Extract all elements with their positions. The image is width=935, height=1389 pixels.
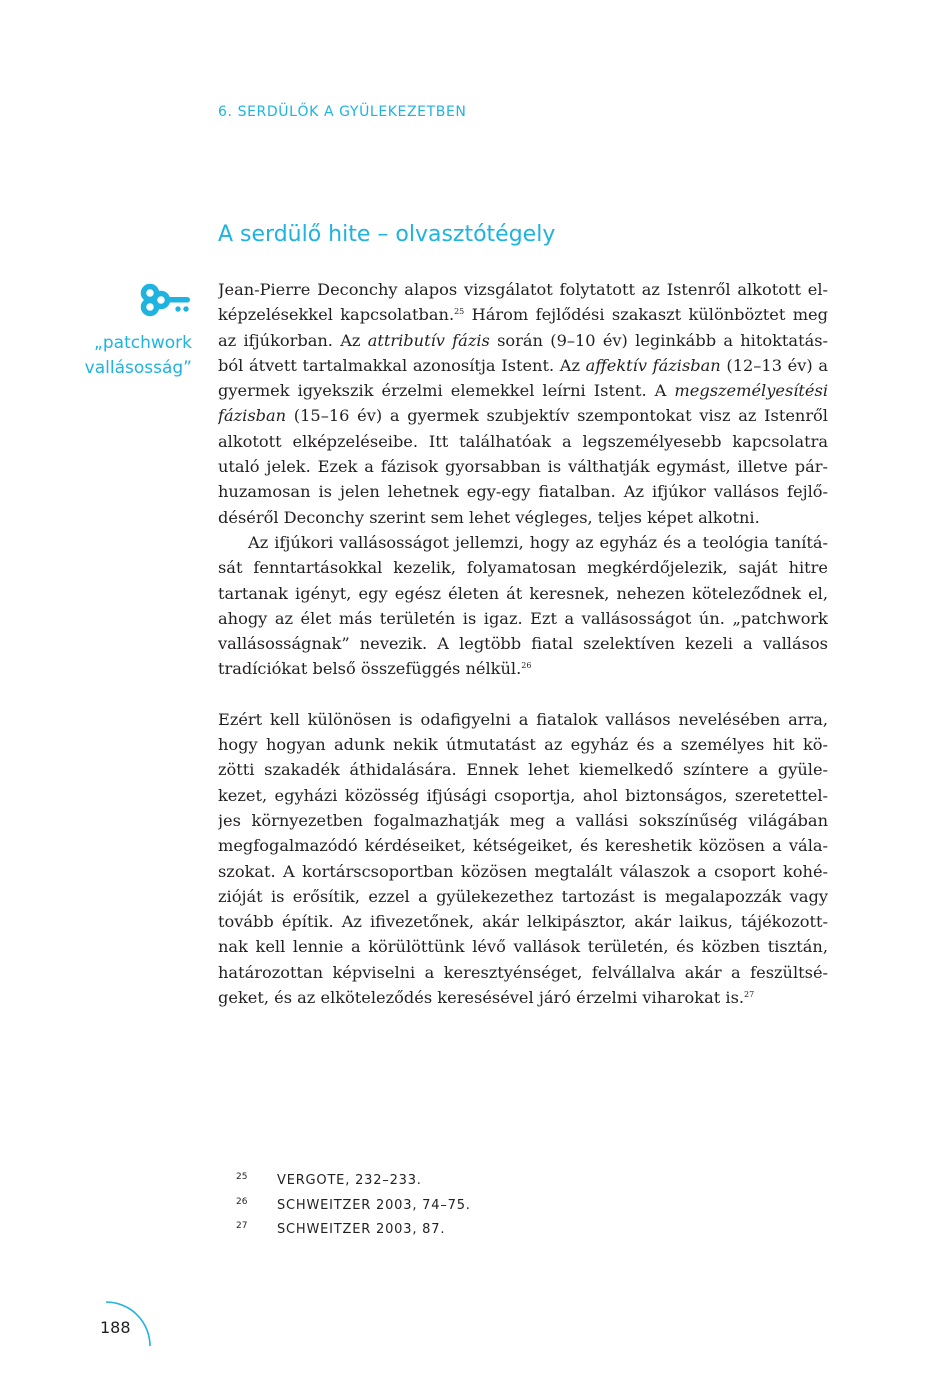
paragraph — [218, 530, 828, 682]
text-line — [218, 378, 828, 403]
text-line: déséről Deconchy szerint sem lehet végleges, teljes képet alkotni. — [218, 507, 760, 527]
text-line: szokat. A kortárscsoportban közösen megtalált válaszok a csoport kohé- — [218, 861, 828, 881]
text-line — [218, 656, 828, 681]
text-run: (15–16 év) a gyermek szubjektív szempontokat visz az Istenről — [286, 406, 828, 426]
footnote — [236, 1216, 471, 1241]
paragraph — [218, 277, 828, 530]
footnote-text: VERGOTE, 232–233. — [277, 1173, 422, 1188]
footnote-ref[interactable]: 25 — [454, 307, 465, 317]
text-run: (12–13 év) a — [720, 355, 828, 375]
footnote-ref[interactable]: 26 — [521, 661, 532, 671]
key-icon — [140, 283, 192, 317]
text-line: Az ifjúkori vallásosságot jellemzi, hogy az egyház és a teológia tanítá- — [248, 532, 828, 552]
paragraph-gap — [218, 682, 828, 707]
text-line: zióját is erősítik, ezzel a gyülekezethez tartozást is megalapozzák vagy — [218, 886, 828, 906]
text-line: hogy hogyan adunk nekik útmutatást az egyház és a személyes hit kö- — [218, 735, 828, 755]
footnote-text: SCHWEITZER 2003, 87. — [277, 1222, 446, 1237]
text-line — [218, 353, 828, 378]
text-run: az ifjúkorban. Az — [218, 330, 368, 350]
text-line: megfogalmazódó kérdéseiket, kétségeiket, és kereshetik közösen a vála- — [218, 836, 828, 856]
text-line: kezet, egyházi közösség ifjúsági csoportja, ahol biztonságos, szeretettel- — [218, 785, 828, 805]
text-line: zötti szakadék áthidalására. Ennek lehet kiemelkedő színtere a gyüle- — [218, 760, 828, 780]
text-line: jes környezetben fogalmazhatják meg a vallási sokszínűség világában — [218, 810, 828, 830]
text-line: vallásosságnak” nevezik. A legtöbb fiatal szelektíven kezeli a vallásos — [218, 634, 828, 654]
footnote — [236, 1167, 471, 1192]
margin-note-line: vallásosság” — [84, 358, 192, 378]
footnote-text: SCHWEITZER 2003, 74–75. — [277, 1197, 471, 1213]
italic-term: affektív fázisban — [585, 355, 721, 375]
section-title: A serdülő hite – olvasztótégely — [218, 222, 556, 247]
footnote-number: 27 — [236, 1221, 248, 1231]
text-run: képzelésekkel kapcsolatban. — [218, 305, 455, 325]
italic-term: attributív fázis — [367, 330, 490, 350]
text-line: utaló jelek. Ezek a fázisok gyorsabban is válthatják egymást, illetve pár- — [218, 457, 828, 477]
footnote-number: 25 — [236, 1172, 248, 1182]
text-line: határozottan képviselni a keresztyénséget, felvállalva akár a feszültsé- — [218, 962, 828, 982]
margin-note-line: „patchwork — [94, 333, 192, 353]
footnote — [236, 1192, 471, 1217]
text-run: geket, és az elköteleződés keresésével járó érzelmi viharokat is. — [218, 988, 745, 1008]
text-run: gyermek igyekszik érzelmi elemekkel leírni Istent. A — [218, 381, 675, 401]
text-line: tartanak igényt, egy egész életen át keresnek, nehezen köteleződnek el, — [218, 583, 828, 603]
italic-term: megszemélyesítési — [674, 381, 828, 401]
text-line: Jean-Pierre Deconchy alapos vizsgálatot folytatott az Istenről alkotott el- — [218, 280, 828, 299]
footnote-ref[interactable]: 27 — [744, 990, 755, 1000]
text-line: alkotott elképzeléseibe. Itt találhatóak a legszemélyesebb kapcsolatra — [218, 431, 828, 451]
margin-note — [12, 331, 192, 381]
text-run: során (9–10 év) leginkább a hitoktatás- — [489, 330, 828, 350]
text-line: nak kell lennie a körülöttünk lévő vallások területén, és közben tisztán, — [218, 937, 828, 957]
text-line: tovább építik. Az ifivezetőnek, akár lelkipásztor, akár laikus, tájékozott- — [218, 912, 828, 932]
footnotes — [236, 1167, 471, 1241]
text-line — [218, 302, 828, 327]
paragraph — [218, 707, 828, 1011]
text-run: ból átvett tartalmakkal azonosítja Istent. Az — [218, 355, 586, 375]
text-line: sát fenntartásokkal kezelik, folyamatosan megkérdőjelezik, saját hitre — [218, 558, 828, 578]
text-line: Ezért kell különösen is odafigyelni a fiatalok vallásos nevelésében arra, — [218, 709, 828, 729]
italic-term: fázisban — [218, 406, 287, 426]
text-line — [218, 328, 828, 353]
chapter-header: 6. SERDÜLŐK A GYÜLEKEZETBEN — [218, 104, 467, 120]
footnote-number: 26 — [236, 1196, 248, 1207]
text-run: tradíciókat belső összefüggés nélkül. — [218, 659, 522, 679]
text-run: Három fejlődési szakaszt különböztet meg — [464, 305, 828, 325]
body-text — [218, 277, 828, 1010]
text-line: huzamosan is jelen lehetnek egy-egy fiatalban. Az ifjúkor vallásos fejlő- — [218, 482, 828, 502]
text-line — [218, 403, 828, 428]
text-line: ahogy az élet más területén is igaz. Ezt a vallásosságot ún. „patchwork — [218, 608, 828, 628]
page-number: 188 — [100, 1318, 131, 1337]
text-line — [218, 985, 828, 1010]
